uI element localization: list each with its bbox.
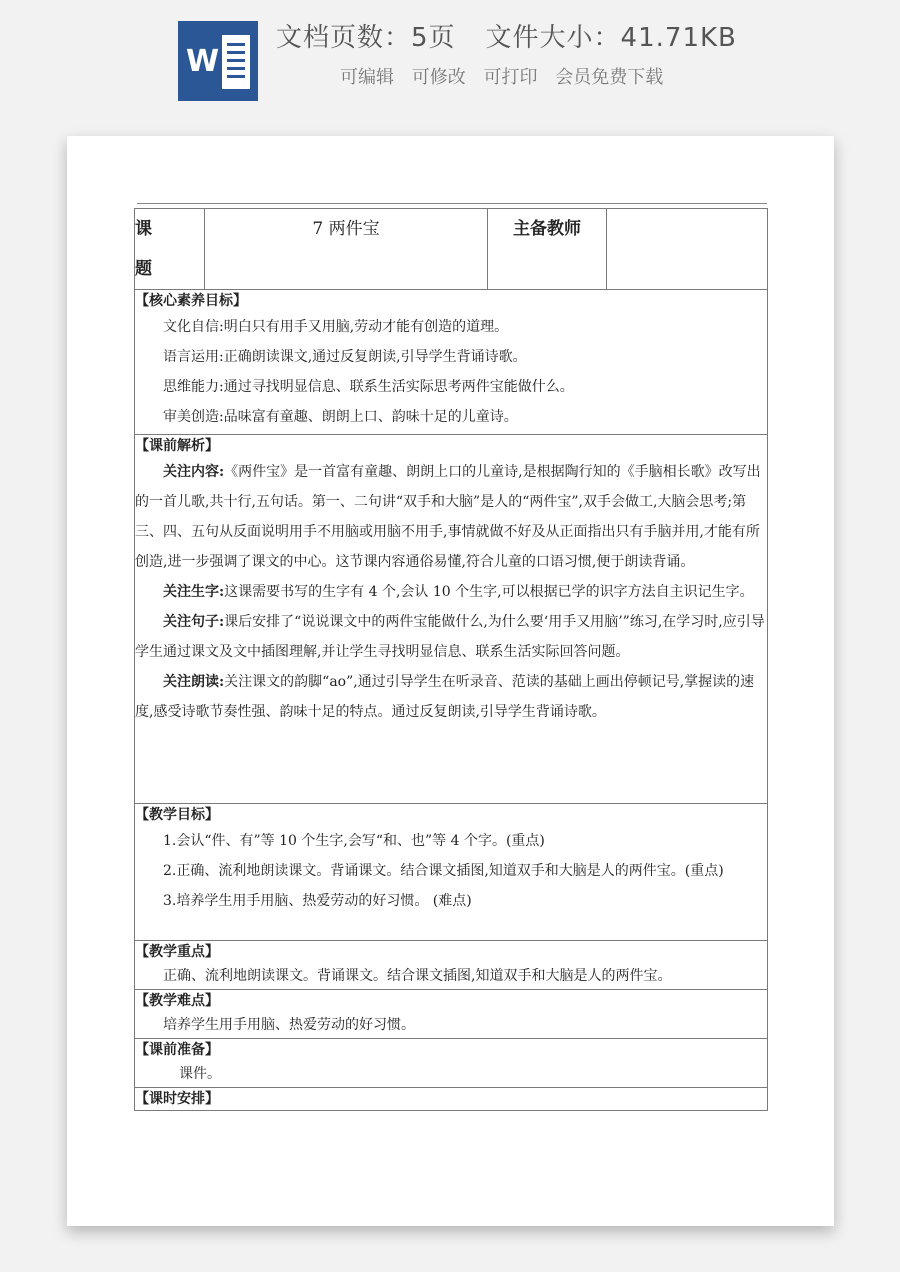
analysis-characters-label: 关注生字: xyxy=(163,584,225,600)
topic-value: 7 两件宝 xyxy=(205,209,488,290)
analysis-sentences-text: 课后安排了“说说课文中的两件宝能做什么,为什么要‘用手又用脑’”练习,在学习时,应引导学生通过课文及文中插图理解,并让学生寻找明显信息、联系生活实际回答问题。 xyxy=(135,614,765,660)
goal-thinking: 思维能力:通过寻找明显信息、联系生活实际思考两件宝能做什么。 xyxy=(163,379,574,395)
feature-list xyxy=(340,64,675,92)
key-points-row xyxy=(135,941,768,990)
download-banner xyxy=(0,0,900,120)
schedule-row xyxy=(135,1088,768,1111)
document-page xyxy=(67,136,834,1226)
document-page-shape xyxy=(222,35,250,89)
analysis-reading xyxy=(135,667,767,727)
schedule-heading: 【课时安排】 xyxy=(135,1091,219,1107)
key-points-heading: 【教学重点】 xyxy=(135,944,219,960)
analysis-reading-text: 关注课文的韵脚“ao”,通过引导学生在听录音、范读的基础上画出停顿记号,掌握读的速度,感受诗歌节奏性强、韵味十足的特点。通过反复朗读,引导学生背诵诗歌。 xyxy=(135,674,755,720)
analysis-heading: 【课前解析】 xyxy=(135,438,219,454)
header-rule xyxy=(137,203,767,204)
teacher-label: 主备教师 xyxy=(488,209,607,290)
table-header-row xyxy=(135,209,768,290)
analysis-content-label: 关注内容: xyxy=(163,464,225,480)
objective-item: 1.会认“件、有”等 10 个生字,会写“和、也”等 4 个字。(重点) xyxy=(163,833,545,849)
core-goals-row xyxy=(135,290,768,435)
teacher-value xyxy=(607,209,768,290)
goal-culture: 文化自信:明白只有用手又用脑,劳动才能有创造的道理。 xyxy=(163,319,509,335)
preparation-row xyxy=(135,1039,768,1088)
analysis-sentences-label: 关注句子: xyxy=(163,614,225,630)
preparation-text: 课件。 xyxy=(179,1066,221,1082)
key-points-text: 正确、流利地朗读课文。背诵课文。结合课文插图,知道双手和大脑是人的两件宝。 xyxy=(163,968,672,984)
goal-language: 语言运用:正确朗读课文,通过反复朗读,引导学生背诵诗歌。 xyxy=(163,349,527,365)
word-letter: W xyxy=(186,44,220,79)
goal-aesthetic: 审美创造:品味富有童趣、朗朗上口、韵味十足的儿童诗。 xyxy=(163,409,518,425)
word-document-icon xyxy=(178,21,258,101)
difficulties-heading: 【教学难点】 xyxy=(135,993,219,1009)
objective-item: 3.培养学生用手用脑、热爱劳动的好习惯。 (难点) xyxy=(163,893,472,909)
feature-printable: 可打印 xyxy=(483,67,538,88)
analysis-reading-label: 关注朗读: xyxy=(163,674,225,690)
analysis-characters xyxy=(135,577,767,607)
objective-item: 2.正确、流利地朗读课文。背诵课文。结合课文插图,知道双手和大脑是人的两件宝。(重点) xyxy=(163,863,724,879)
difficulties-row xyxy=(135,990,768,1039)
file-size: 文件大小：41.71KB xyxy=(485,23,737,53)
difficulties-text: 培养学生用手用脑、热爱劳动的好习惯。 xyxy=(163,1017,415,1033)
feature-modifiable: 可修改 xyxy=(411,67,466,88)
analysis-content xyxy=(135,457,767,577)
objectives-heading: 【教学目标】 xyxy=(135,807,219,823)
file-info xyxy=(276,20,737,56)
core-goals-heading: 【核心素养目标】 xyxy=(135,293,247,309)
objectives-row xyxy=(135,804,768,941)
feature-editable: 可编辑 xyxy=(340,67,394,88)
analysis-row xyxy=(135,435,768,804)
analysis-sentences xyxy=(135,607,767,667)
analysis-content-text: 《两件宝》是一首富有童趣、朗朗上口的儿童诗,是根据陶行知的《手脑相长歌》改写出的一首儿歌,共十行,五句话。第一、二句讲“双手和大脑”是人的“两件宝”,双手会做工,大脑会思考;第三、四、五句从反面说明用手不用脑或用脑不用手,事情就做不好及从正面指出只有手脑并用,才能有所创造,进一步强调了课文的中心。这节课内容通俗易懂,符合儿童的口语习惯,便于朗读背诵。 xyxy=(135,464,761,570)
topic-label: 课 题 xyxy=(135,209,205,290)
lesson-plan-table xyxy=(134,208,768,1111)
page-count: 文档页数：5页 xyxy=(276,23,456,53)
preparation-heading: 【课前准备】 xyxy=(135,1042,219,1058)
feature-member-download: 会员免费下载 xyxy=(555,67,664,88)
analysis-characters-text: 这课需要书写的生字有 4 个,会认 10 个生字,可以根据已学的识字方法自主识记生字。 xyxy=(224,584,754,600)
